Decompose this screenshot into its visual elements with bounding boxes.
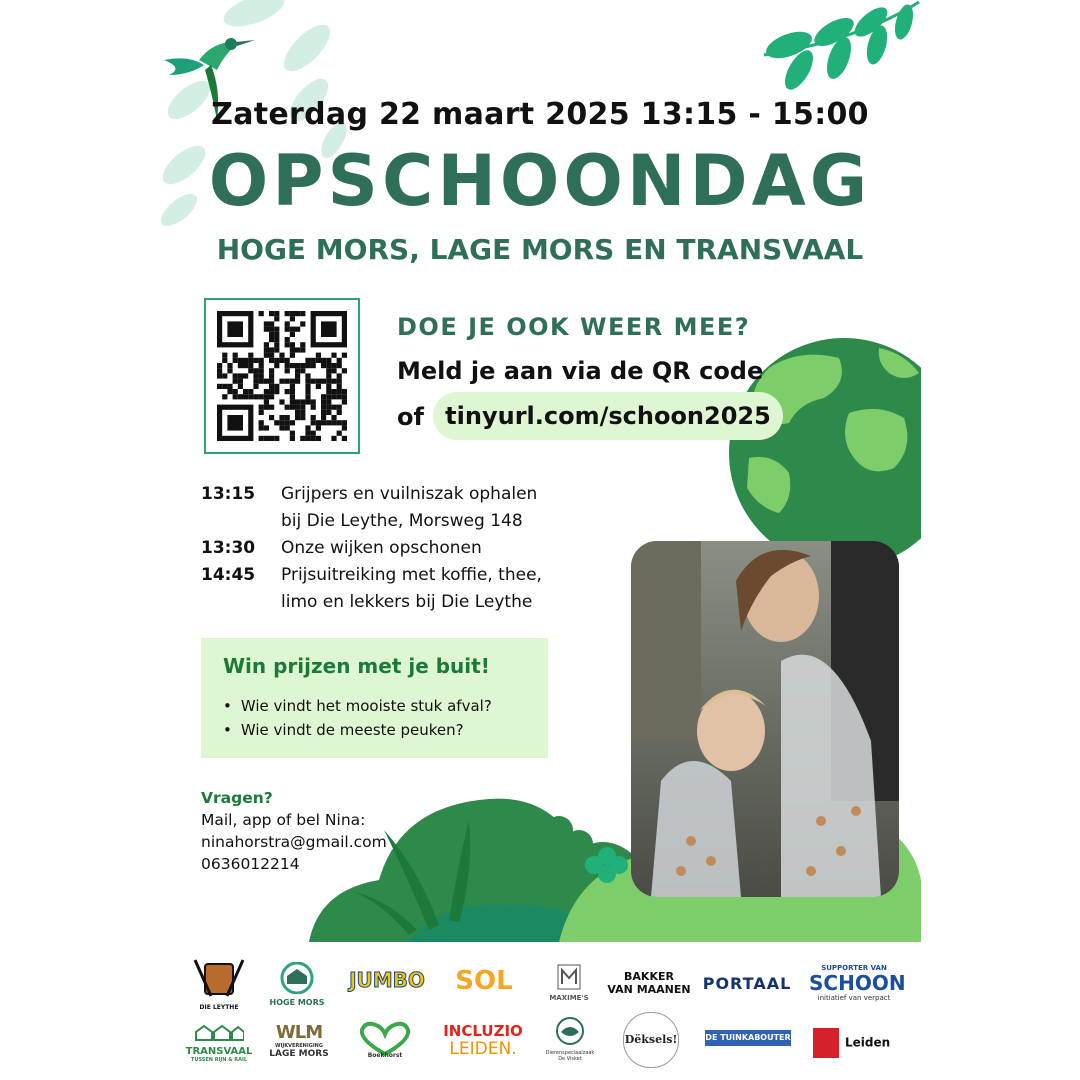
prize-list [223, 694, 492, 742]
crest-icon [191, 956, 247, 1000]
logo-text: Boekhorst [367, 1052, 403, 1059]
poster [159, 0, 921, 1080]
logo-hoge-mors [267, 962, 327, 1007]
heart-leaf-icon [356, 1020, 414, 1056]
contact-phone-link[interactable]: 0636012214 [201, 855, 300, 873]
signup-line: Meld je aan via de QR code [397, 357, 764, 385]
contact-info [201, 787, 387, 875]
schedule-activity-line: Prijsuitreiking met koffie, thee, [281, 565, 542, 585]
prize-title: Win prijzen met je buit! [223, 654, 490, 678]
schedule-activity-line: limo en lekkers bij Die Leythe [281, 592, 533, 612]
branch-decoration [759, 0, 921, 95]
houses-icon [194, 1024, 244, 1042]
house-circle-icon [275, 962, 319, 994]
logo-text: VAN MAANEN [607, 983, 691, 996]
logo-incluzio-leiden [441, 1022, 525, 1058]
fish-bird-icon [553, 1016, 587, 1046]
schedule-time: 14:45 [201, 565, 256, 585]
contact-question: Vragen? [201, 789, 273, 807]
schedule-activity-line: bij Die Leythe, Morsweg 148 [281, 511, 523, 531]
logo-transvaal [181, 1024, 257, 1063]
prize-item: • Wie vindt het mooiste stuk afval? [223, 694, 492, 718]
signup-or: of [397, 403, 424, 431]
logo-portaal: PORTAAL [702, 974, 792, 993]
signup-question: DOE JE OOK WEER MEE? [397, 313, 751, 341]
logo-supporter-van-schoon [809, 964, 906, 1002]
logo-text: TRANSVAAL [185, 1046, 253, 1057]
logo-text: LEIDEN. [449, 1039, 517, 1059]
volunteers-photo [631, 541, 899, 897]
schedule-activity [281, 481, 601, 535]
logo-jumbo: JUMBO [349, 968, 425, 992]
neighbourhoods-subtitle: HOGE MORS, LAGE MORS EN TRANSVAAL [216, 233, 864, 266]
logo-deksels: Dëksels! [623, 1012, 679, 1068]
signup-url-link[interactable]: tinyurl.com/schoon2025 [433, 392, 783, 440]
logo-text: HOGE MORS [269, 998, 325, 1007]
contact-email-link[interactable]: ninahorstra@gmail.com [201, 833, 387, 851]
schedule-item [201, 481, 601, 535]
event-date: Zaterdag 22 maart 2025 13:15 - 15:00 [211, 97, 869, 132]
prize-box [201, 638, 548, 758]
logo-text: SUPPORTER VAN [821, 964, 887, 972]
logo-text: DIE LEYTHE [199, 1004, 239, 1011]
contact-line: Mail, app of bel Nina: [201, 811, 366, 829]
logo-monogram: WLM [275, 1022, 323, 1043]
logo-leiden [813, 1028, 893, 1058]
schedule-activity-line: Grijpers en vuilniszak ophalen [281, 484, 538, 504]
schedule-activity [281, 562, 601, 616]
logo-text: LAGE MORS [269, 1049, 329, 1059]
schedule-time: 13:15 [201, 484, 256, 504]
schedule-item [201, 535, 601, 562]
qr-code-pattern [206, 300, 358, 452]
logo-lage-mors [263, 1022, 335, 1059]
schedule [201, 481, 601, 616]
m-monogram-icon [557, 964, 581, 990]
schedule-activity-line: Onze wijken opschonen [281, 538, 482, 558]
logo-text: MAXIME'S [549, 994, 589, 1002]
logo-sol: SOL [455, 966, 513, 996]
logo-text: initiatief van verpact [817, 994, 891, 1002]
logo-text: INCLUZIO [443, 1022, 523, 1040]
schedule-activity [281, 535, 601, 562]
prize-item: • Wie vindt de meeste peuken? [223, 718, 492, 742]
logo-text: BAKKER [624, 970, 674, 983]
logo-text: De Visket [558, 1056, 582, 1062]
logo-text: TUSSEN RIJN & RAIL [190, 1057, 248, 1063]
logo-text: WIJKVERENIGING [275, 1043, 323, 1049]
logo-boekhorst [355, 1020, 415, 1059]
schedule-item [201, 562, 601, 616]
page-title: OPSCHOONDAG [208, 140, 872, 222]
schedule-time: 13:30 [201, 538, 256, 558]
logo-de-visket [539, 1016, 601, 1062]
logo-bakker-van-maanen [607, 970, 691, 996]
photo-illustration [631, 541, 899, 897]
sponsor-logos [159, 942, 921, 1080]
logo-text: SCHOON [809, 971, 906, 995]
leiden-keys-icon [813, 1028, 839, 1058]
logo-de-tuinkabouter: DE TUINKABOUTER [705, 1030, 791, 1046]
logo-maximes [541, 964, 597, 1002]
logo-text: Leiden [845, 1035, 891, 1050]
logo-text: Dierenspeciaalzaak [545, 1050, 595, 1056]
logo-die-leythe [189, 956, 249, 1011]
qr-code[interactable] [204, 298, 360, 454]
